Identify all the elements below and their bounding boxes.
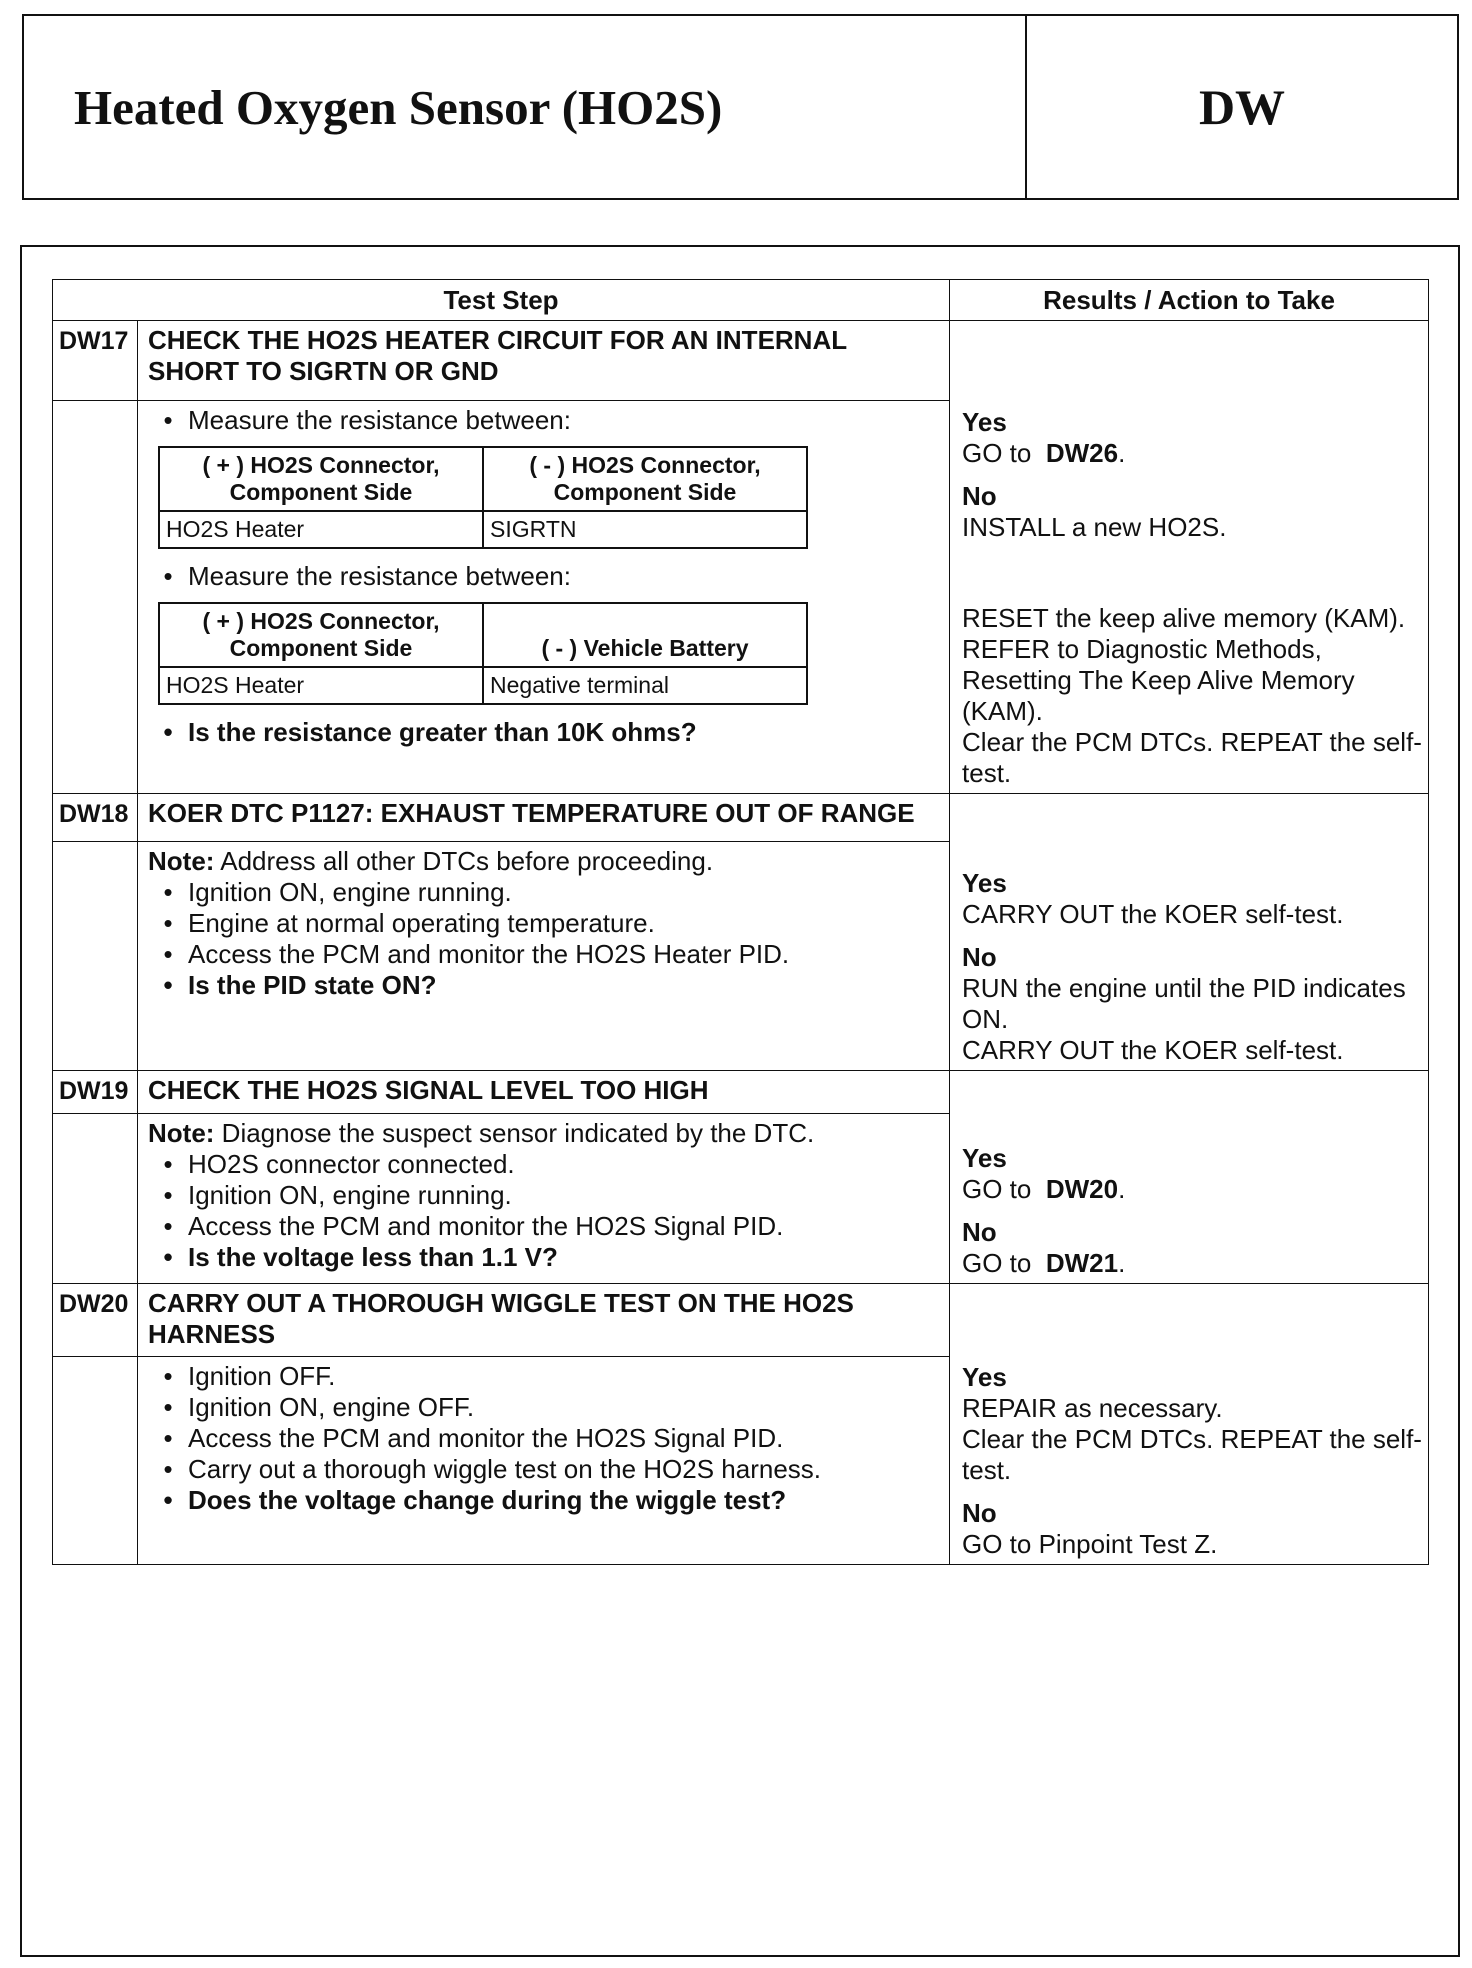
table-header-row (53, 280, 1429, 321)
step-row-dw20 (53, 1284, 1429, 1357)
yes-label: Yes (962, 407, 1007, 437)
bullet-icon: • (163, 908, 173, 939)
page-header (22, 14, 1459, 200)
results-header: Results / Action to Take (950, 280, 1429, 321)
step-row-dw19 (53, 1071, 1429, 1114)
test-step-header: Test Step (53, 280, 950, 321)
bullet-icon: • (163, 1485, 173, 1515)
bullet-icon: • (163, 1241, 173, 1272)
step-title: KOER DTC P1127: EXHAUST TEMPERATURE OUT OF RANGE (138, 794, 950, 842)
dw21-link[interactable]: DW21 (1045, 1248, 1119, 1278)
yes-action: GO to DW26. (962, 438, 1126, 468)
bullet-icon: • (163, 1423, 173, 1453)
bullet-icon: • (163, 1210, 173, 1241)
step-id: DW20 (53, 1284, 138, 1357)
step-body: • Ignition OFF. • Ignition ON, engine OFF. • Access the PCM and monitor the HO2S Signal PID. • Carry out a thorough wiggle test on the HO2S harness. • Does the voltage change during the wiggle test? (138, 1357, 950, 1565)
step-body: Note: Diagnose the suspect sensor indicated by the DTC. • HO2S connector connected. • Ignition ON, engine running. • Access the PCM and monitor the HO2S Signal PID. • Is the voltage less than 1.1 V? (138, 1113, 950, 1283)
test-step-table (52, 279, 1429, 1565)
dw26-link[interactable]: DW26 (1045, 438, 1119, 468)
bullet-icon: • (163, 405, 173, 436)
step-id: DW18 (53, 794, 138, 842)
no-action: INSTALL a new HO2S. (962, 512, 1227, 542)
bullet-icon: • (163, 1361, 173, 1391)
resistance-table-2: ( + ) HO2S Connector, Component Side ( - ) Vehicle Battery HO2S Heater Negative terminal (158, 602, 808, 705)
step-results (950, 321, 1429, 794)
bullet-icon: • (163, 939, 173, 970)
clear-note: Clear the PCM DTCs. REPEAT the self-test. (962, 727, 1422, 788)
bullet-icon: • (163, 1392, 173, 1422)
step-id: DW17 (53, 321, 138, 401)
dw20-link[interactable]: DW20 (1045, 1174, 1119, 1204)
step-results: Yes GO to DW20. No GO to DW21. (950, 1071, 1429, 1284)
step-title: CARRY OUT A THOROUGH WIGGLE TEST ON THE HO2S HARNESS (138, 1284, 950, 1357)
step-row-dw17 (53, 321, 1429, 401)
bullet-icon: • (163, 1454, 173, 1484)
step-row-dw18 (53, 794, 1429, 842)
step-title: CHECK THE HO2S SIGNAL LEVEL TOO HIGH (138, 1071, 950, 1114)
bullet-icon: • (163, 877, 173, 908)
step-body: Note: Address all other DTCs before proceeding. • Ignition ON, engine running. • Engine at normal operating temperature. • Access the PCM and monitor the HO2S Heater PID. • Is the PID state ON? (138, 842, 950, 1071)
no-label: No (962, 481, 997, 511)
bullet-icon: • (163, 1148, 173, 1179)
page-title: Heated Oxygen Sensor (HO2S) (24, 16, 1027, 198)
bullet-icon: • (163, 1179, 173, 1210)
step-results: Yes REPAIR as necessary. Clear the PCM DTCs. REPEAT the self-test. No GO to Pinpoint Test Z. (950, 1284, 1429, 1565)
bullet-icon: • (163, 970, 173, 1001)
step-id: DW19 (53, 1071, 138, 1114)
reset-note: RESET the keep alive memory (KAM). REFER to Diagnostic Methods, Resetting The Keep Alive Memory (KAM). (962, 603, 1406, 726)
bullet-icon: • (163, 561, 173, 592)
resistance-table-1: ( + ) HO2S Connector, Component Side ( - ) HO2S Connector, Component Side HO2S Heater SIGRTN (158, 446, 808, 549)
step-results: Yes CARRY OUT the KOER self-test. No RUN the engine until the PID indicates ON. CARRY OUT the KOER self-test. (950, 794, 1429, 1071)
step-body: • Measure the resistance between: ( + ) HO2S Connector, Component Side ( - ) HO2S Connector, Component Side HO2S Heater SIGRTN • Measure the resistance between: ( + ) HO2S Connector, Component Side ( - ) Vehicle Battery HO2S Heater Negative terminal • Is the resistance greater than 10K ohms? (138, 401, 950, 794)
section-code: DW (1198, 79, 1286, 135)
step-title: CHECK THE HO2S HEATER CIRCUIT FOR AN INTERNAL SHORT TO SIGRTN OR GND (138, 321, 950, 401)
bullet-icon: • (163, 717, 173, 748)
